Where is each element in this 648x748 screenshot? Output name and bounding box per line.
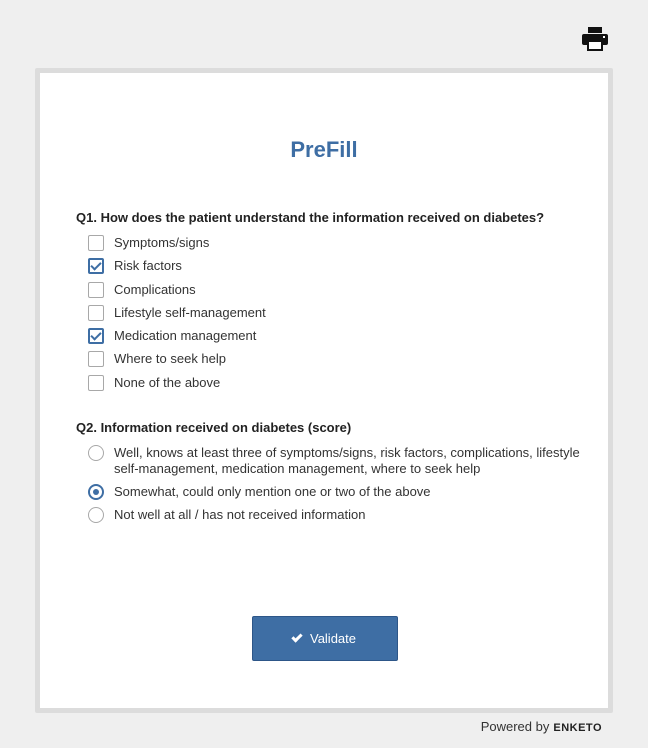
option-label: Well, knows at least three of symptoms/signs, risk factors, complications, lifestyle self-management, medication management, where to seek help bbox=[114, 445, 580, 476]
q1-option-medication[interactable] bbox=[88, 328, 588, 344]
checkbox[interactable] bbox=[88, 351, 104, 367]
powered-by bbox=[481, 719, 602, 734]
q1-option-seek-help[interactable] bbox=[88, 351, 588, 367]
question-2 bbox=[76, 420, 588, 530]
q1-option-complications[interactable] bbox=[88, 282, 588, 298]
print-button[interactable] bbox=[581, 26, 609, 52]
question-1-label: Q1. How does the patient understand the information received on diabetes? bbox=[76, 210, 545, 225]
option-label: Where to seek help bbox=[114, 351, 227, 367]
question-2-label: Q2. Information received on diabetes (score) bbox=[76, 420, 352, 435]
q2-option-somewhat[interactable] bbox=[88, 484, 588, 500]
q1-option-symptoms[interactable] bbox=[88, 235, 588, 251]
q1-option-none[interactable] bbox=[88, 375, 588, 391]
validate-label: Validate bbox=[309, 631, 356, 646]
validate-button[interactable] bbox=[252, 616, 398, 661]
powered-by-text: Powered by bbox=[480, 719, 550, 734]
q2-option-not-well[interactable] bbox=[88, 507, 588, 523]
checkbox[interactable] bbox=[88, 305, 104, 321]
enketo-logo[interactable]: ENKETO bbox=[553, 722, 602, 734]
option-label: None of the above bbox=[114, 374, 221, 390]
checkbox-checked[interactable] bbox=[88, 328, 104, 344]
checkbox[interactable] bbox=[88, 282, 104, 298]
option-label: Complications bbox=[114, 281, 196, 297]
option-label: Risk factors bbox=[114, 258, 182, 274]
printer-icon bbox=[581, 26, 609, 52]
option-label: Lifestyle self-management bbox=[114, 304, 266, 320]
check-icon bbox=[291, 631, 302, 642]
option-label: Not well at all / has not received information bbox=[114, 507, 366, 522]
q1-option-lifestyle[interactable] bbox=[88, 305, 588, 321]
radio-button[interactable] bbox=[88, 445, 104, 461]
question-1 bbox=[76, 210, 588, 398]
radio-button[interactable] bbox=[88, 507, 104, 523]
q2-option-well[interactable] bbox=[88, 445, 588, 477]
form-card bbox=[35, 68, 613, 713]
option-label: Medication management bbox=[114, 328, 257, 344]
option-label: Somewhat, could only mention one or two of the above bbox=[114, 484, 431, 499]
checkbox[interactable] bbox=[88, 235, 104, 251]
form-title: PreFill bbox=[290, 137, 358, 162]
checkbox-checked[interactable] bbox=[88, 258, 104, 274]
radio-button-selected[interactable] bbox=[88, 484, 104, 500]
option-label: Symptoms/signs bbox=[114, 235, 210, 250]
checkbox[interactable] bbox=[88, 375, 104, 391]
q1-option-risk-factors[interactable] bbox=[88, 258, 588, 274]
